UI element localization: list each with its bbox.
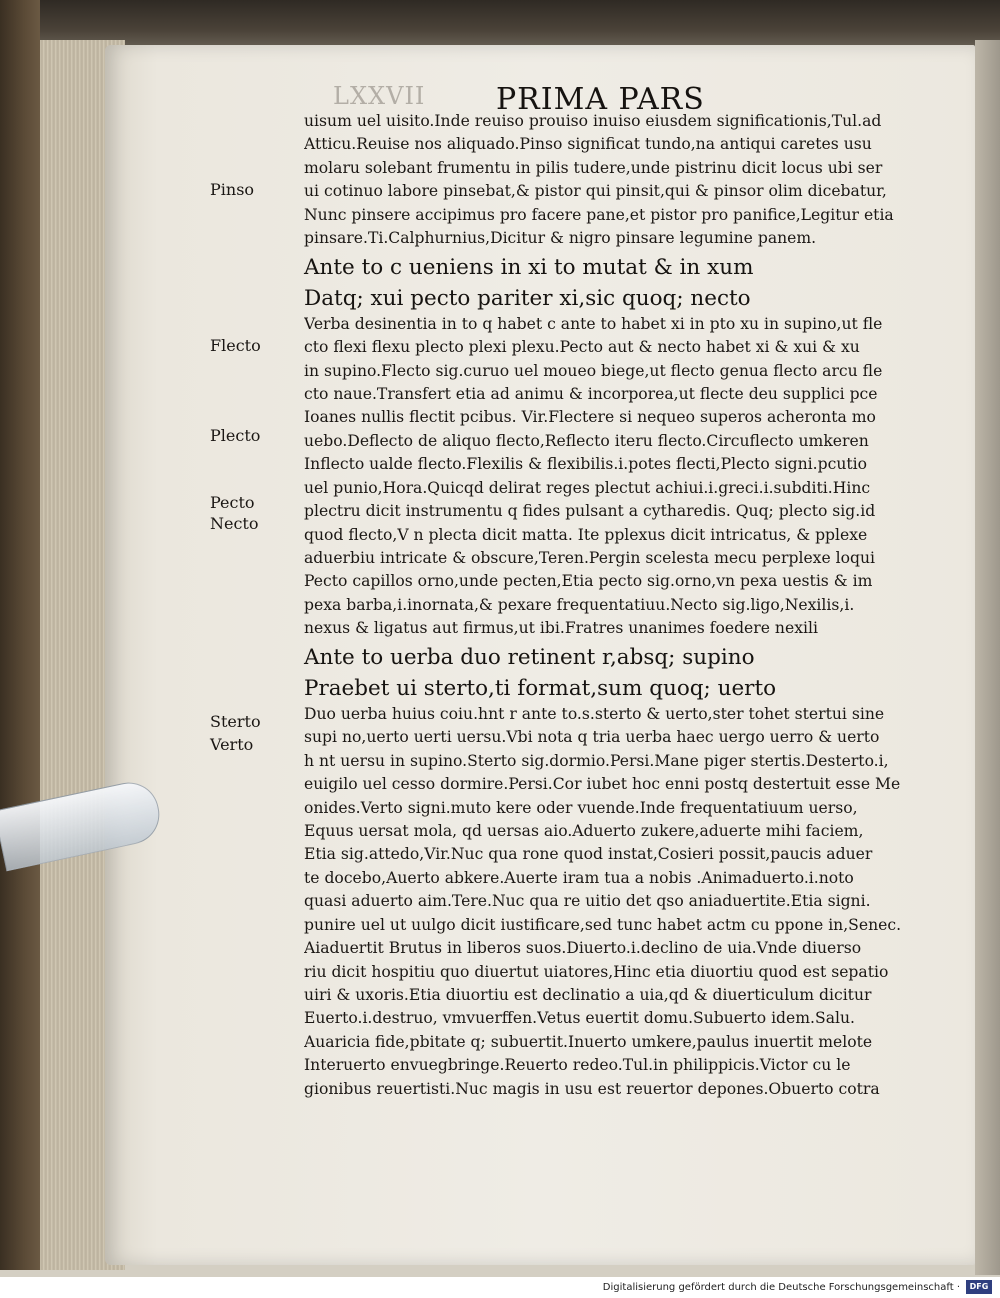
margin-note-flecto: Flecto: [210, 336, 261, 355]
text-line: Aiaduertit Brutus in liberos suos.Diuerto.i.declino de uia.Vnde diuerso: [304, 939, 862, 958]
text-line: Verba desinentia in to q habet c ante to habet xi in pto xu in supino,ut fle: [304, 314, 883, 333]
text-line: Equus uersat mola, qd uersas aio.Aduerto zukere,aduerte mihi faciem,: [304, 821, 864, 840]
margin-note-necto: Necto: [210, 514, 259, 533]
text-line: quod flecto,V n plecta dicit matta. Ite pplexus dicit intricatus, & pplexe: [304, 525, 868, 544]
text-line: cto flexi flexu plecto plexi plexu.Pecto aut & necto habet xi & xui & xu: [304, 338, 860, 357]
dfg-logo-icon: DFG: [966, 1280, 992, 1294]
text-line: Auaricia fide,pbitate q; subuertit.Inuerto umkere,paulus inuertit melote: [304, 1032, 873, 1051]
text-line: riu dicit hospitiu quo diuertut uiatores,Hinc etia diuortiu quod est sepatio: [304, 962, 889, 981]
text-line: in supino.Flecto sig.curuo uel moueo biege,ut flecto genua flecto arcu fle: [304, 361, 883, 380]
margin-note-pinso: Pinso: [210, 180, 255, 199]
margin-note-plecto: Plecto: [210, 426, 261, 445]
text-line: plectru dicit instrumentu q fides pulsant a cytharedis. Quq; plecto sig.id: [304, 502, 876, 521]
text-line: punire uel ut uulgo dicit iustificare,sed tunc habet actm cu ppone in,Senec.: [304, 915, 902, 934]
running-title: PRIMA PARS: [496, 82, 705, 117]
text-line: uiri & uxoris.Etia diuortiu est declinatio a uia,qd & diuerticulum dicitur: [304, 986, 872, 1004]
text-line: ui cotinuo labore pinsebat,& pistor qui pinsit,qui & pinsor olim dicebatur,: [304, 182, 887, 201]
text-line: pinsare.Ti.Calphurnius,Dicitur & nigro pinsare legumine panem.: [304, 229, 817, 248]
text-line: Nunc pinsere accipimus pro facere pane,et pistor pro panifice,Legitur etia: [304, 205, 894, 224]
text-line: Etia sig.attedo,Vir.Nuc qua rone quod instat,Cosieri possit,paucis aduer: [304, 845, 873, 864]
text-line: molaru solebant frumentu in pilis tudere,unde pistrinu dicit locus ubi ser: [304, 158, 883, 177]
text-line: aduerbiu intricate & obscure,Teren.Pergin scelesta mecu perplexe loqui: [304, 549, 876, 567]
text-line: supi no,uerto uerti uersu.Vbi nota q tria uerba haec uergo uerro & uerto: [304, 728, 880, 747]
text-line: te docebo,Auerto abkere.Auerte iram tua a nobis .Animaduerto.i.noto: [304, 868, 854, 887]
text-line: pexa barba,i.inornata,& pexare frequentatiuu.Necto sig.ligo,Nexilis,i.: [304, 595, 855, 614]
text-line: h nt uersu in supino.Sterto sig.dormio.Persi.Mane piger stertis.Desterto.i,: [304, 751, 889, 770]
text-line: Ioanes nullis flectit pcibus. Vir.Flectere si nequeo superos acheronta mo: [304, 408, 876, 427]
text-line: nexus & ligatus aut firmus,ut ibi.Fratres unanimes foedere nexili: [304, 619, 818, 638]
margin-note-sterto: Sterto: [210, 712, 261, 731]
text-line: onides.Verto signi.muto kere oder vuende.Inde frequentatiuum uerso,: [304, 798, 858, 817]
verse-line: Ante to c ueniens in xi to mutat & in xum: [304, 254, 754, 280]
main-text-block: [304, 110, 934, 1101]
verse-line: Praebet ui sterto,ti format,sum quoq; uerto: [304, 675, 777, 701]
margin-note-verto: Verto: [210, 735, 254, 754]
text-line: uebo.Deflecto de aliquo flecto,Reflecto iteru flecto.Circuflecto umkeren: [304, 431, 869, 450]
text-line: Euerto.i.destruo, vmvuerffen.Vetus euertit domu.Subuerto idem.Salu.: [304, 1009, 855, 1028]
text-line: uisum uel uisito.Inde reuiso prouiso inuiso eiusdem significationis,Tul.ad: [304, 112, 882, 130]
verse-line: Ante to uerba duo retinent r,absq; supino: [304, 644, 755, 670]
text-line: Pecto capillos orno,unde pecten,Etia pecto sig.orno,vn pexa uestis & im: [304, 572, 873, 591]
page-edges-right: [975, 40, 1000, 1275]
text-line: cto naue.Transfert etia ad animu & incorporea,ut flecte deu supplici pce: [304, 384, 878, 403]
verse-line: Datq; xui pecto pariter xi,sic quoq; necto: [304, 285, 751, 311]
bleed-through-folio: LXXVII: [333, 82, 426, 110]
text-line: Atticu.Reuise nos aliquado.Pinso significat tundo,na antiqui caretes usu: [304, 135, 872, 154]
text-line: Interuerto envuegbringe.Reuerto redeo.Tul.in philippicis.Victor cu le: [304, 1056, 851, 1075]
text-line: gionibus reuertisti.Nuc magis in usu est reuertor depones.Obuerto cotra: [304, 1079, 880, 1098]
text-line: Inflecto ualde flecto.Flexilis & flexibilis.i.potes flecti,Plecto signi.pcutio: [304, 455, 868, 474]
footer-credit: Digitalisierung gefördert durch die Deutsche Forschungsgemeinschaft ·: [602, 1282, 960, 1293]
text-line: quasi aduerto aim.Tere.Nuc qua re uitio det qso aniaduertite.Etia signi.: [304, 892, 871, 911]
text-line: uel punio,Hora.Quicqd delirat reges plectut achiui.i.greci.i.subditi.Hinc: [304, 478, 871, 497]
text-line: euigilo uel cesso dormire.Persi.Cor iubet hoc enni postq destertuit esse Me: [304, 775, 901, 794]
margin-note-pecto: Pecto: [210, 493, 255, 512]
text-line: Duo uerba huius coiu.hnt r ante to.s.sterto & uerto,ster tohet stertui sine: [304, 704, 885, 723]
